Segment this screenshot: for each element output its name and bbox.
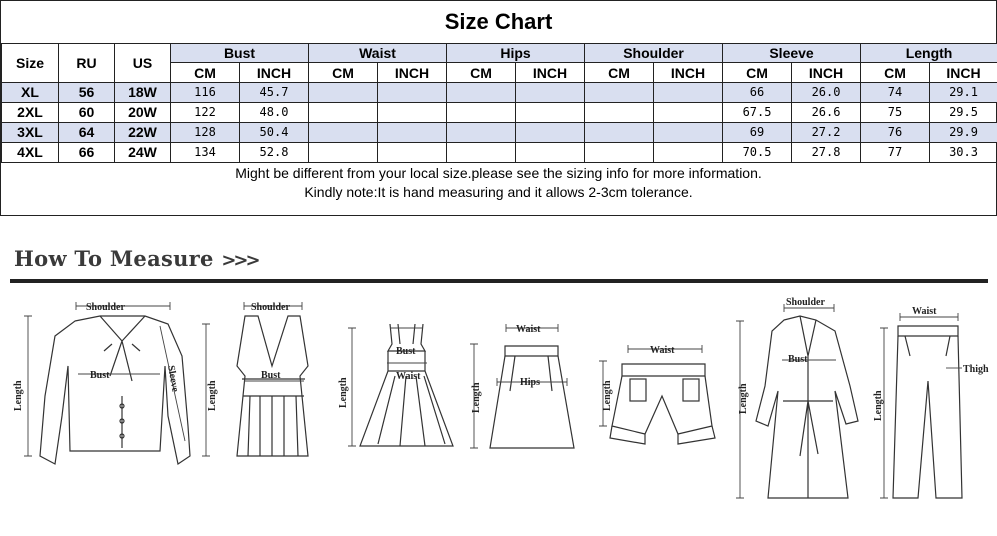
value-cell bbox=[447, 123, 516, 143]
value-cell: 29.9 bbox=[930, 123, 997, 143]
table-row bbox=[2, 143, 997, 163]
waist-label: Waist bbox=[650, 345, 675, 356]
value-cell bbox=[585, 83, 654, 103]
note-line: Might be different from your local size.please see the sizing info for more information. bbox=[235, 165, 762, 181]
unit-cm: CM bbox=[861, 63, 930, 83]
unit-cm: CM bbox=[585, 63, 654, 83]
value-cell bbox=[378, 123, 447, 143]
size-cell: 3XL bbox=[2, 123, 59, 143]
chart-title: Size Chart bbox=[1, 1, 996, 44]
value-cell bbox=[309, 103, 378, 123]
value-cell bbox=[516, 83, 585, 103]
ru-cell: 60 bbox=[59, 103, 115, 123]
value-cell bbox=[654, 83, 723, 103]
value-cell bbox=[378, 143, 447, 163]
dress-icon bbox=[348, 324, 453, 446]
value-cell: 69 bbox=[723, 123, 792, 143]
value-cell bbox=[585, 123, 654, 143]
value-cell bbox=[447, 143, 516, 163]
ru-cell: 66 bbox=[59, 143, 115, 163]
trousers-icon bbox=[880, 313, 962, 498]
bust-label: Bust bbox=[261, 370, 281, 381]
value-cell: 48.0 bbox=[240, 103, 309, 123]
table-row bbox=[2, 83, 997, 103]
shorts-icon bbox=[599, 345, 715, 444]
ru-cell: 64 bbox=[59, 123, 115, 143]
unit-cm: CM bbox=[309, 63, 378, 83]
value-cell: 116 bbox=[171, 83, 240, 103]
sleeve-label: Sleeve bbox=[165, 364, 181, 393]
waist-label: Waist bbox=[912, 306, 937, 317]
value-cell: 45.7 bbox=[240, 83, 309, 103]
ru-header: RU bbox=[59, 44, 115, 83]
value-cell: 74 bbox=[861, 83, 930, 103]
waist-label: Waist bbox=[396, 371, 421, 382]
length-header: Length bbox=[861, 44, 997, 63]
shoulder-header: Shoulder bbox=[585, 44, 723, 63]
unit-cm: CM bbox=[171, 63, 240, 83]
value-cell: 75 bbox=[861, 103, 930, 123]
value-cell bbox=[378, 83, 447, 103]
value-cell bbox=[309, 83, 378, 103]
unit-inch: INCH bbox=[516, 63, 585, 83]
value-cell: 27.2 bbox=[792, 123, 861, 143]
bust-label: Bust bbox=[788, 354, 808, 365]
blouse-icon bbox=[24, 302, 190, 464]
value-cell bbox=[516, 123, 585, 143]
hips-header: Hips bbox=[447, 44, 585, 63]
value-cell bbox=[585, 103, 654, 123]
length-label: Length bbox=[602, 380, 613, 411]
coat-icon bbox=[736, 304, 858, 498]
length-label: Length bbox=[338, 377, 349, 408]
size-cell: 2XL bbox=[2, 103, 59, 123]
value-cell bbox=[516, 103, 585, 123]
value-cell bbox=[309, 123, 378, 143]
waist-header: Waist bbox=[309, 44, 447, 63]
value-cell bbox=[309, 143, 378, 163]
size-header: Size bbox=[2, 44, 59, 83]
value-cell bbox=[378, 103, 447, 123]
value-cell bbox=[654, 123, 723, 143]
size-table bbox=[1, 43, 997, 163]
value-cell bbox=[654, 143, 723, 163]
unit-cm: CM bbox=[723, 63, 792, 83]
tank-top-icon bbox=[202, 302, 308, 456]
shoulder-label: Shoulder bbox=[86, 302, 125, 313]
value-cell bbox=[447, 83, 516, 103]
value-cell bbox=[585, 143, 654, 163]
value-cell: 66 bbox=[723, 83, 792, 103]
value-cell: 26.6 bbox=[792, 103, 861, 123]
value-cell: 30.3 bbox=[930, 143, 997, 163]
value-cell: 29.5 bbox=[930, 103, 997, 123]
us-cell: 24W bbox=[115, 143, 171, 163]
arrows-icon: >>> bbox=[221, 250, 258, 271]
value-cell: 67.5 bbox=[723, 103, 792, 123]
value-cell: 50.4 bbox=[240, 123, 309, 143]
value-cell: 134 bbox=[171, 143, 240, 163]
table-row bbox=[2, 123, 997, 143]
value-cell bbox=[516, 143, 585, 163]
unit-cm: CM bbox=[447, 63, 516, 83]
us-header: US bbox=[115, 44, 171, 83]
unit-inch: INCH bbox=[654, 63, 723, 83]
size-cell: 4XL bbox=[2, 143, 59, 163]
length-label: Length bbox=[738, 383, 749, 414]
value-cell: 26.0 bbox=[792, 83, 861, 103]
length-label: Length bbox=[873, 390, 884, 421]
how-to-measure-section bbox=[0, 216, 997, 536]
value-cell: 77 bbox=[861, 143, 930, 163]
us-cell: 20W bbox=[115, 103, 171, 123]
sleeve-header: Sleeve bbox=[723, 44, 861, 63]
ru-cell: 56 bbox=[59, 83, 115, 103]
how-to-measure-title: How To Measure bbox=[14, 246, 214, 271]
shoulder-label: Shoulder bbox=[251, 302, 290, 313]
bust-label: Bust bbox=[90, 370, 110, 381]
length-label: Length bbox=[207, 380, 218, 411]
value-cell: 70.5 bbox=[723, 143, 792, 163]
unit-inch: INCH bbox=[930, 63, 997, 83]
unit-inch: INCH bbox=[240, 63, 309, 83]
us-cell: 18W bbox=[115, 83, 171, 103]
size-cell: XL bbox=[2, 83, 59, 103]
value-cell: 52.8 bbox=[240, 143, 309, 163]
unit-inch: INCH bbox=[378, 63, 447, 83]
table-row bbox=[2, 103, 997, 123]
value-cell: 29.1 bbox=[930, 83, 997, 103]
measure-illustrations bbox=[0, 216, 997, 536]
value-cell: 122 bbox=[171, 103, 240, 123]
waist-label: Waist bbox=[516, 324, 541, 335]
value-cell bbox=[447, 103, 516, 123]
value-cell: 27.8 bbox=[792, 143, 861, 163]
hips-label: Hips bbox=[520, 377, 541, 388]
shoulder-label: Shoulder bbox=[786, 297, 825, 308]
value-cell bbox=[654, 103, 723, 123]
note-line: Kindly note:It is hand measuring and it allows 2-3cm tolerance. bbox=[304, 184, 693, 200]
bust-header: Bust bbox=[171, 44, 309, 63]
size-notes bbox=[1, 164, 996, 202]
length-label: Length bbox=[471, 382, 482, 413]
value-cell: 128 bbox=[171, 123, 240, 143]
length-label: Length bbox=[13, 380, 24, 411]
us-cell: 22W bbox=[115, 123, 171, 143]
size-chart bbox=[0, 0, 997, 216]
bust-label: Bust bbox=[396, 346, 416, 357]
unit-inch: INCH bbox=[792, 63, 861, 83]
value-cell: 76 bbox=[861, 123, 930, 143]
thigh-label: Thigh bbox=[963, 364, 989, 375]
